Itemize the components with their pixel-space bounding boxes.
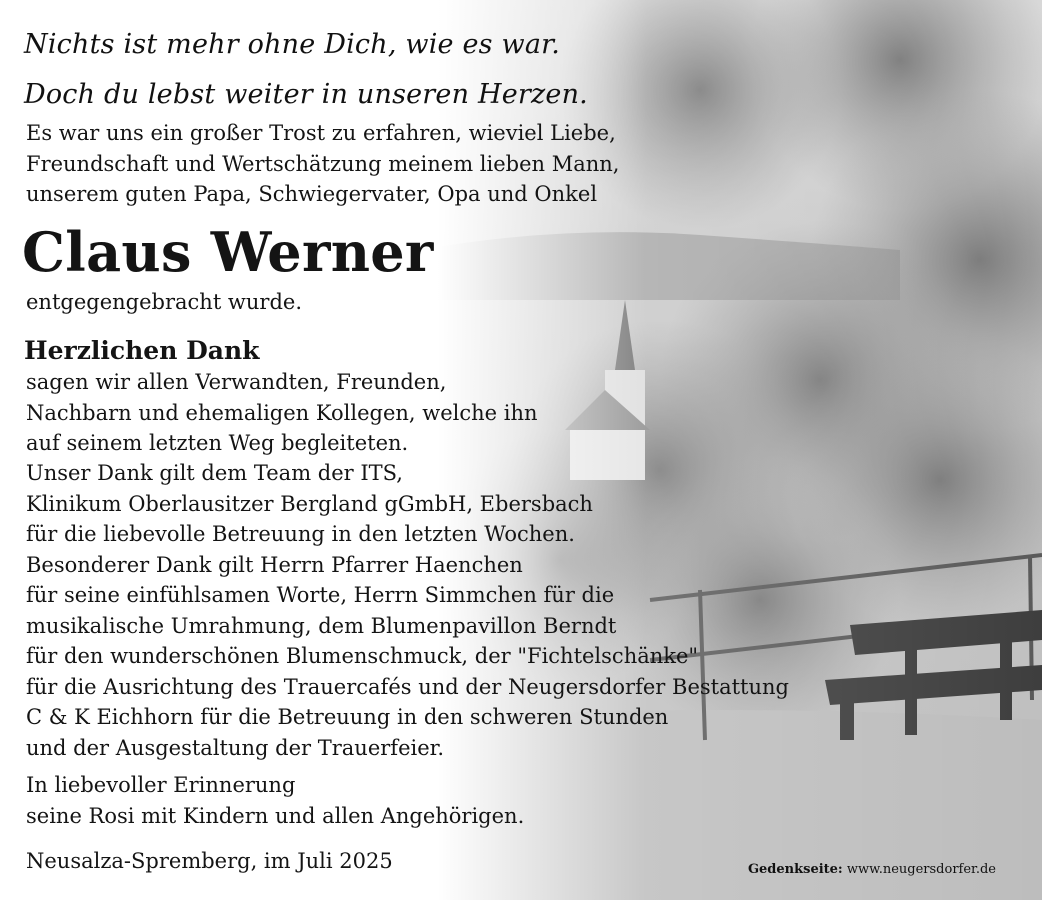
deceased-name: Claus Werner: [22, 220, 434, 284]
details-line: Klinikum Oberlausitzer Bergland gGmbH, Ebersbach: [26, 491, 593, 516]
thanks-heading: Herzlichen Dank: [24, 336, 260, 365]
details-line: und der Ausgestaltung der Trauerfeier.: [26, 735, 445, 760]
memorial-label: Gedenkseite:: [747, 862, 843, 877]
thanks-line: sagen wir allen Verwandten, Freunden,: [26, 370, 447, 394]
closing-text: [26, 770, 524, 831]
memorial-url[interactable]: www.neugersdorfer.de: [846, 862, 996, 877]
closing-line: In liebevoller Erinnerung: [26, 773, 296, 797]
thanks-paragraph: [26, 367, 538, 459]
memorial-page-link[interactable]: [748, 862, 996, 877]
details-line: für den wunderschönen Blumenschmuck, der "Fichtelschänke": [26, 644, 699, 668]
details-line: Besonderer Dank gilt Herrn Pfarrer Haenchen: [26, 552, 523, 577]
details-line: für die liebevolle Betreuung in den letzten Wochen.: [26, 522, 575, 546]
intro-text: [26, 118, 619, 210]
details-line: Unser Dank gilt dem Team der ITS,: [26, 461, 403, 485]
intro-line: unserem guten Papa, Schwiegervater, Opa und Onkel: [26, 182, 598, 206]
closing-line: seine Rosi mit Kindern und allen Angehörigen.: [26, 803, 525, 828]
intro-line: Es war uns ein großer Trost zu erfahren, wieviel Liebe,: [26, 121, 616, 145]
thanks-details: [26, 458, 789, 763]
thanks-line: auf seinem letzten Weg begleiteten.: [26, 431, 409, 455]
thanks-line: Nachbarn und ehemaligen Kollegen, welche ihn: [26, 400, 538, 425]
after-name-text: entgegengebracht wurde.: [26, 290, 303, 314]
details-line: für die Ausrichtung des Trauercafés und der Neugersdorfer Bestattung: [26, 674, 789, 699]
intro-line: Freundschaft und Wertschätzung meinem lieben Mann,: [26, 151, 620, 176]
poem-line: Nichts ist mehr ohne Dich, wie es war.: [24, 29, 561, 60]
details-line: C & K Eichhorn für die Betreuung in den schweren Stunden: [26, 705, 669, 729]
poem-line: Doch du lebst weiter in unseren Herzen.: [24, 79, 588, 110]
place-date: Neusalza-Spremberg, im Juli 2025: [26, 849, 393, 873]
details-line: musikalische Umrahmung, dem Blumenpavillon Berndt: [26, 613, 617, 638]
details-line: für seine einfühlsamen Worte, Herrn Simmchen für die: [26, 583, 615, 607]
poem: [24, 20, 588, 120]
